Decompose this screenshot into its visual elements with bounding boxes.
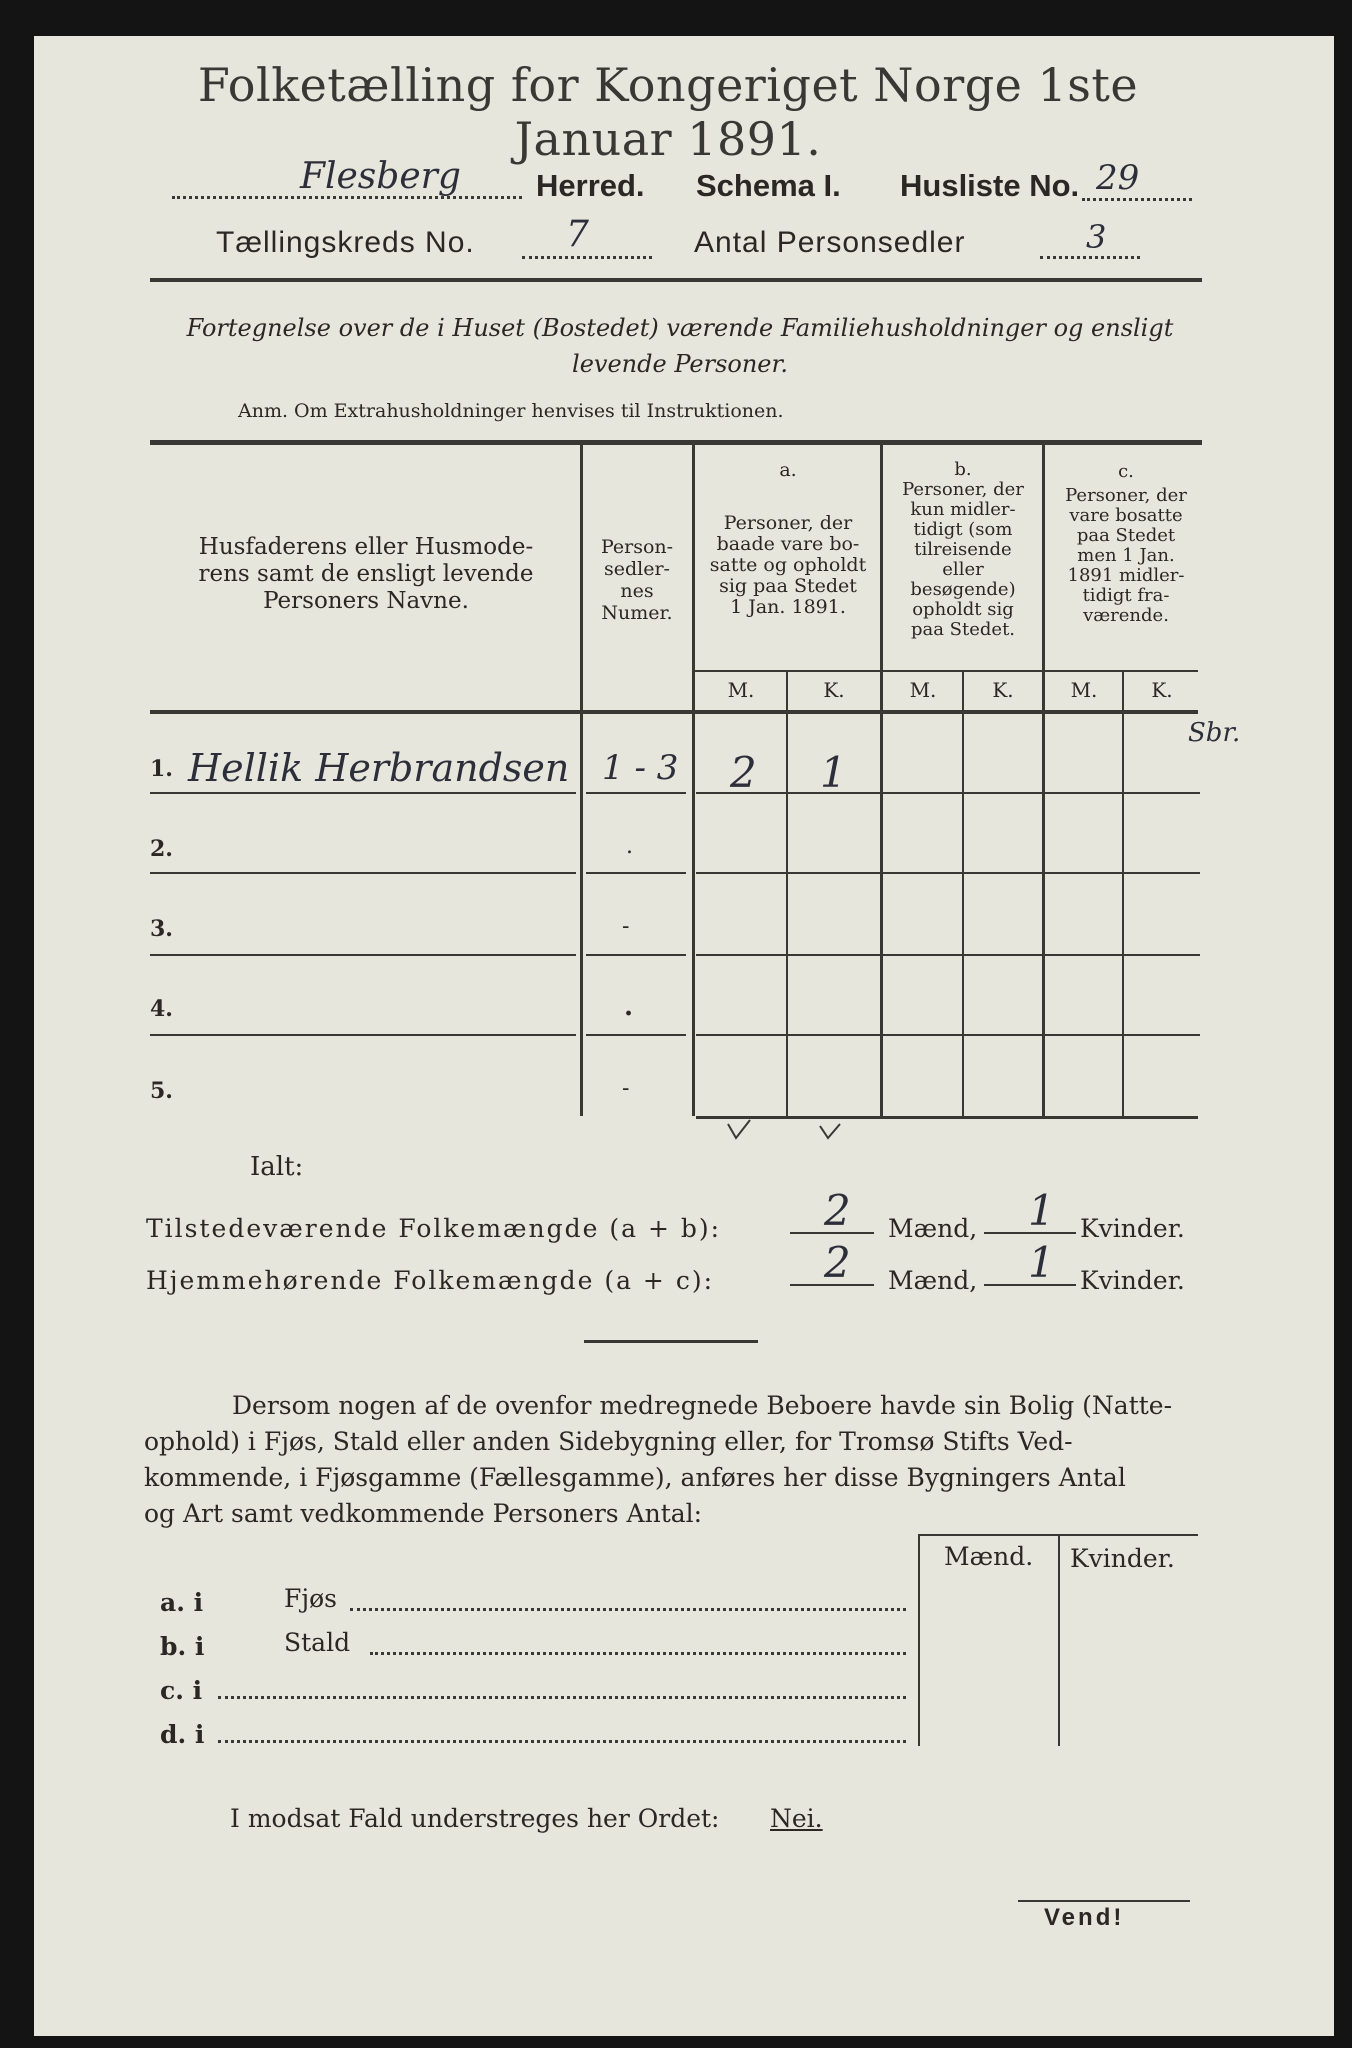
row-rule <box>150 872 576 874</box>
bygning-item <box>160 1588 203 1617</box>
col-header-b-line: Personer, der <box>902 479 1024 500</box>
col-header-c-line: Personer, der <box>1065 485 1187 506</box>
col-divider-c-mk <box>1122 672 1124 1116</box>
check-mark-icon <box>818 1122 844 1142</box>
col-header-name-line: Husfaderens eller Husmode- <box>198 534 534 560</box>
bygning-item-letter: b. i <box>160 1632 205 1661</box>
col-header-number-line: Numer. <box>601 602 673 624</box>
row-number: 2. <box>150 836 173 862</box>
bygning-item-dots <box>370 1652 906 1655</box>
col-header-c-line: vare bosatte <box>1069 505 1183 526</box>
bygning-item-letter: a. i <box>160 1588 204 1617</box>
bygning-item-dots <box>218 1696 906 1699</box>
tilstede-kvinder: Kvinder. <box>1080 1214 1185 1243</box>
herred-label: Herred. <box>536 168 645 203</box>
vend-rule <box>1018 1900 1190 1902</box>
bygning-col-divider <box>1058 1534 1060 1746</box>
row-number: 5. <box>150 1078 173 1104</box>
col-header-number-line: nes <box>620 580 654 602</box>
kreds-label: Tællingskreds No. <box>216 226 475 259</box>
col-header-c-line: 1891 midler- <box>1067 565 1185 586</box>
bygning-line: ophold) i Fjøs, Stald eller anden Sidebygning eller, for Tromsø Stifts Ved- <box>144 1427 1073 1456</box>
col-header-a-letter: a. <box>779 459 797 481</box>
personsedler-label: Antal Personsedler <box>694 226 966 259</box>
c-m-label: M. <box>1070 678 1098 702</box>
row-rule <box>696 872 1200 874</box>
bygning-line: og Art samt vedkommende Personers Antal: <box>144 1499 703 1528</box>
col-header-c-line: tidigt fra- <box>1082 585 1170 606</box>
col-header-b-line: besøgende) <box>910 579 1016 600</box>
row-rule <box>150 792 576 794</box>
bygning-item-letter: c. i <box>160 1676 203 1705</box>
row-rule <box>586 1034 686 1036</box>
hjemme-kvinder: Kvinder. <box>1080 1266 1185 1295</box>
col-header-number <box>584 536 690 624</box>
col-divider-a-mk <box>786 672 788 1116</box>
col-header-name <box>156 534 576 615</box>
col-header-c-line: men 1 Jan. <box>1077 545 1175 566</box>
herred-value: Flesberg <box>300 156 461 197</box>
col-divider-3 <box>880 444 883 1116</box>
ialt-label: Ialt: <box>250 1152 304 1182</box>
anm-note: Anm. Om Extrahusholdninger henvises til Instruktionen. <box>238 400 784 422</box>
bygning-item-dots <box>350 1608 906 1611</box>
bygning-col-divider <box>918 1534 920 1746</box>
tilstede-k-value: 1 <box>1028 1186 1055 1235</box>
bygning-item <box>160 1676 202 1705</box>
col-header-number-line: Person- <box>600 536 674 558</box>
modsat-text: I modsat Fald understreges her Ordet: <box>230 1804 720 1833</box>
col-header-b-line: opholdt sig <box>912 599 1014 620</box>
col-header-name-line: rens samt de ensligt levende <box>198 561 534 587</box>
vend-label: Vend! <box>1044 1904 1125 1931</box>
col-divider-1 <box>580 444 583 1116</box>
row-rule <box>586 792 686 794</box>
bygning-item-letter: d. i <box>160 1720 205 1749</box>
table-bottom-rule <box>696 1116 1198 1119</box>
col-header-c-line: paa Stedet <box>1076 525 1176 546</box>
row-rule <box>586 872 686 874</box>
col-header-a-line: Personer, der <box>723 512 853 534</box>
row-rule <box>696 954 1200 956</box>
col-header-a <box>696 460 880 618</box>
c-k-label: K. <box>1151 678 1173 702</box>
col-header-b-line: paa Stedet. <box>910 619 1016 640</box>
hjemme-k-value: 1 <box>1028 1238 1055 1287</box>
row-1-a-k: 1 <box>820 748 847 797</box>
row-rule <box>150 1034 576 1036</box>
husliste-label: Husliste No. <box>900 168 1080 203</box>
row-rule <box>696 792 1200 794</box>
bygning-item-label: Fjøs <box>284 1584 337 1613</box>
a-m-label: M. <box>727 678 755 702</box>
tilstede-label: Tilstedeværende Folkemængde (a + b): <box>146 1214 722 1243</box>
tilstede-maend: Mænd, <box>888 1214 978 1243</box>
tilstede-m-value: 2 <box>824 1186 851 1235</box>
section-divider <box>584 1340 758 1343</box>
schema-label: Schema I. <box>696 168 841 203</box>
bygning-line: kommende, i Fjøsgamme (Fællesgamme), anføres her disse Bygningers Antal <box>144 1463 1126 1492</box>
table-header-rule <box>150 710 1198 714</box>
col-header-name-line: Personers Navne. <box>263 588 469 614</box>
col-header-b-line: eller <box>942 559 984 580</box>
col-header-b-line: tilreisende <box>914 539 1012 560</box>
row-rule <box>586 954 686 956</box>
col-header-a-line: 1 Jan. 1891. <box>730 596 846 618</box>
row-2-sedler: . <box>626 834 633 859</box>
col-header-c <box>1046 462 1206 626</box>
row-3-sedler: - <box>622 914 630 939</box>
b-k-label: K. <box>992 678 1014 702</box>
col-divider-2 <box>692 444 695 1116</box>
bygning-item-dots <box>218 1740 906 1743</box>
nei-word: Nei. <box>770 1804 823 1833</box>
a-k-label: K. <box>823 678 845 702</box>
row-rule <box>150 954 576 956</box>
col-divider-4 <box>1042 444 1045 1116</box>
row-rule <box>696 1034 1200 1036</box>
form-title: Folketælling for Kongeriget Norge 1ste Januar 1891. <box>197 58 1139 166</box>
row-number: 1. <box>150 756 173 782</box>
intro-line-2: levende Personer. <box>572 350 788 378</box>
intro-line-1: Fortegnelse over de i Huset (Bostedet) værende Familiehusholdninger og ensligt <box>186 314 1174 342</box>
row-5-sedler: - <box>622 1076 630 1101</box>
col-header-number-line: sedler- <box>604 558 670 580</box>
bygning-item <box>160 1720 204 1749</box>
row-number: 3. <box>150 916 173 942</box>
col-header-b-line: tidigt (som <box>913 519 1013 540</box>
row-1-note: Sbr. <box>1188 718 1241 748</box>
hjemme-maend: Mænd, <box>888 1266 978 1295</box>
bygning-item <box>160 1632 204 1661</box>
col-header-c-letter: c. <box>1118 461 1134 482</box>
row-4-sedler: . <box>624 992 634 1022</box>
personsedler-value: 3 <box>1086 218 1107 256</box>
b-m-label: M. <box>909 678 937 702</box>
col-header-a-line: satte og opholdt <box>709 554 867 576</box>
bygning-col-maend: Mænd. <box>944 1542 1034 1571</box>
col-header-a-line: sig paa Stedet <box>719 575 857 597</box>
col-divider-b-mk <box>962 672 964 1116</box>
col-header-b-line: kun midler- <box>910 499 1016 520</box>
row-number: 4. <box>150 996 173 1022</box>
col-header-c-line: værende. <box>1083 605 1169 626</box>
col-header-a-line: baade vare bo- <box>716 533 860 555</box>
bygning-line: Dersom nogen af de ovenfor medregnede Beboere havde sin Bolig (Natte- <box>232 1391 1173 1420</box>
header-rule <box>150 278 1202 282</box>
bygning-col-kvinder: Kvinder. <box>1070 1544 1175 1573</box>
hjemme-label: Hjemmehørende Folkemængde (a + c): <box>146 1266 714 1295</box>
col-header-b <box>884 460 1042 640</box>
hjemme-m-value: 2 <box>824 1238 851 1287</box>
check-mark-icon <box>726 1118 754 1142</box>
row-1-a-m: 2 <box>730 748 757 797</box>
row-1-sedler: 1 - 3 <box>602 748 679 788</box>
bygning-text <box>144 1388 1200 1532</box>
kreds-value: 7 <box>566 214 589 255</box>
husliste-value: 29 <box>1096 158 1140 198</box>
col-header-b-letter: b. <box>954 459 972 480</box>
bygning-item-label: Stald <box>284 1628 351 1657</box>
row-1-name: Hellik Herbrandsen <box>188 746 570 790</box>
